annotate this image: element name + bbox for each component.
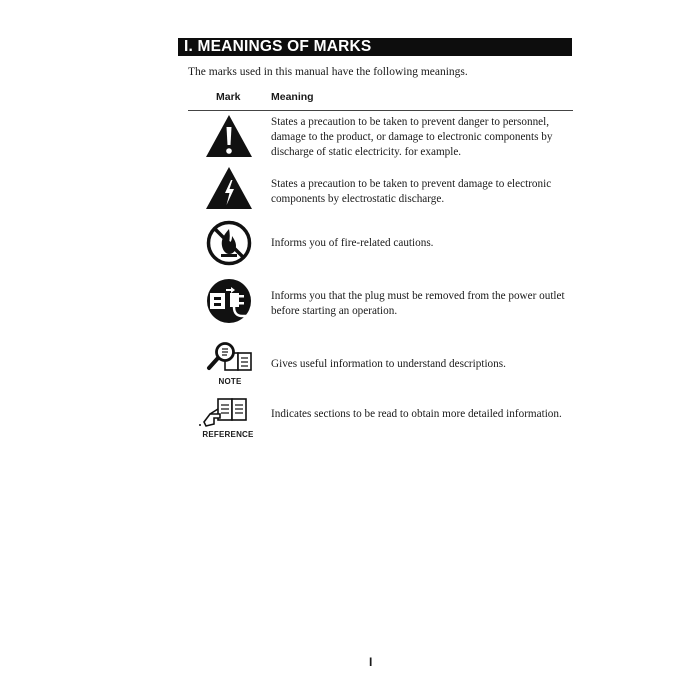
meaning-fire: Informs you of fire-related cautions.	[271, 237, 434, 249]
header-divider	[188, 110, 573, 111]
page-number: I	[369, 655, 373, 669]
column-header-mark: Mark	[216, 91, 241, 103]
electrostatic-warning-icon	[205, 166, 253, 210]
column-header-meaning: Meaning	[271, 91, 314, 103]
meaning-plug: Informs you that the plug must be removed from the power outlet before starting an operation.	[271, 290, 565, 317]
note-caption: NOTE	[218, 377, 242, 386]
caution-triangle-icon	[205, 114, 253, 158]
meaning-electrostatic: States a precaution to be taken to prevent damage to electronic components by electrostatic discharge.	[271, 178, 552, 205]
meaning-note: Gives useful information to understand descriptions.	[271, 358, 506, 370]
meaning-caution: States a precaution to be taken to prevent danger to personnel, damage to the product, or damage to electronic components by discharge of static electricity. for example.	[271, 116, 553, 158]
reference-caption: REFERENCE	[202, 430, 254, 439]
reference-icon	[196, 396, 254, 430]
section-title-bar	[178, 38, 572, 56]
no-fire-icon	[206, 220, 252, 266]
note-icon	[205, 341, 255, 377]
intro-text: The marks used in this manual have the following meanings.	[188, 66, 468, 78]
meaning-reference: Indicates sections to be read to obtain more detailed information.	[271, 408, 562, 420]
remove-plug-icon	[206, 278, 252, 324]
section-title: I. MEANINGS OF MARKS	[184, 38, 372, 55]
